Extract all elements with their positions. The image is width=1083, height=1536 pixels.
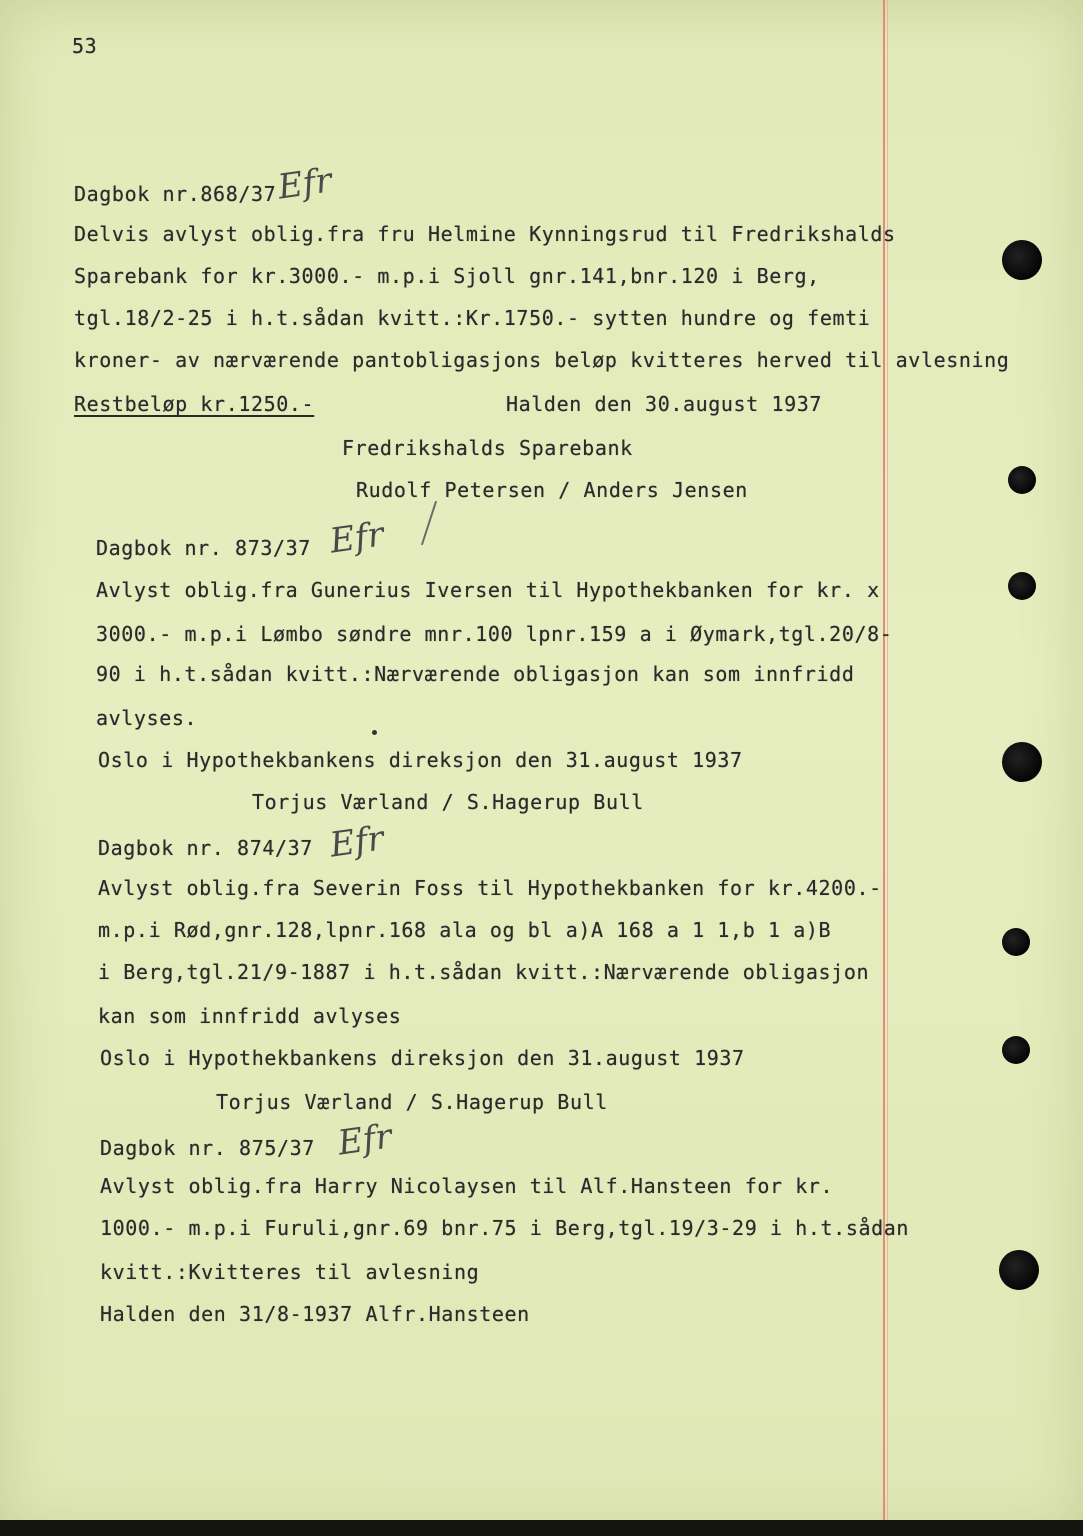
entry-line: m.p.i Rød,gnr.128,lpnr.168 ala og bl a)A 168 a 1 1,b 1 a)B <box>98 918 832 942</box>
bank-name: Fredrikshalds Sparebank <box>342 436 633 460</box>
place-date: Oslo i Hypothekbankens direksjon den 31.august 1937 <box>98 748 743 772</box>
signers: Rudolf Petersen / Anders Jensen <box>356 478 748 502</box>
entry-line: kan som innfridd avlyses <box>98 1004 402 1028</box>
entry-header: Dagbok nr. 874/37 <box>98 836 313 860</box>
pencil-stroke <box>421 501 437 545</box>
entry-line: 90 i h.t.sådan kvitt.:Nærværende obligasjon kan som innfridd <box>96 662 855 686</box>
handwritten-mark: Efr <box>327 514 387 562</box>
entry-line: tgl.18/2-25 i h.t.sådan kvitt.:Kr.1750.- sytten hundre og femti <box>74 306 871 330</box>
punch-hole <box>1002 240 1042 280</box>
punch-hole <box>1002 1036 1030 1064</box>
place-date: Halden den 31/8-1937 Alfr.Hansteen <box>100 1302 530 1326</box>
punch-hole <box>999 1250 1039 1290</box>
entry-line: Avlyst oblig.fra Gunerius Iversen til Hypothekbanken for kr. x <box>96 578 880 602</box>
ink-dot <box>372 730 377 735</box>
entry-line: Avlyst oblig.fra Severin Foss til Hypothekbanken for kr.4200.- <box>98 876 882 900</box>
signers: Torjus Værland / S.Hagerup Bull <box>216 1090 608 1114</box>
punch-hole <box>1008 572 1036 600</box>
handwritten-mark: Efr <box>327 818 387 866</box>
scan-edge <box>0 1520 1083 1536</box>
page-number: 53 <box>72 34 98 58</box>
handwritten-mark: Efr <box>335 1116 395 1164</box>
punch-hole <box>1002 742 1042 782</box>
entry-line: Sparebank for kr.3000.- m.p.i Sjoll gnr.141,bnr.120 i Berg, <box>74 264 820 288</box>
place-date: Oslo i Hypothekbankens direksjon den 31.august 1937 <box>100 1046 745 1070</box>
entry-header: Dagbok nr. 873/37 <box>96 536 311 560</box>
punch-hole <box>1002 928 1030 956</box>
handwritten-mark: Efr <box>275 160 335 208</box>
entry-line: avlyses. <box>96 706 198 730</box>
entry-line: kroner- av nærværende pantobligasjons beløp kvitteres herved til avlesning <box>74 348 1010 372</box>
punch-hole <box>1008 466 1036 494</box>
entry-line: 1000.- m.p.i Furuli,gnr.69 bnr.75 i Berg,tgl.19/3-29 i h.t.sådan <box>100 1216 910 1240</box>
entry-header: Dagbok nr.868/37 <box>74 182 277 206</box>
place-date: Halden den 30.august 1937 <box>506 392 823 416</box>
entry-line: i Berg,tgl.21/9-1887 i h.t.sådan kvitt.:Nærværende obligasjon <box>98 960 870 984</box>
entry-header: Dagbok nr. 875/37 <box>100 1136 315 1160</box>
entry-line: Delvis avlyst oblig.fra fru Helmine Kynningsrud til Fredrikshalds <box>74 222 896 246</box>
rest-amount: Restbeløp kr.1250.- <box>74 392 315 416</box>
entry-line: kvitt.:Kvitteres til avlesning <box>100 1260 480 1284</box>
entry-line: 3000.- m.p.i Lømbo søndre mnr.100 lpnr.159 a i Øymark,tgl.20/8- <box>96 622 893 646</box>
entry-line: Avlyst oblig.fra Harry Nicolaysen til Alf.Hansteen for kr. <box>100 1174 834 1198</box>
signers: Torjus Værland / S.Hagerup Bull <box>252 790 644 814</box>
